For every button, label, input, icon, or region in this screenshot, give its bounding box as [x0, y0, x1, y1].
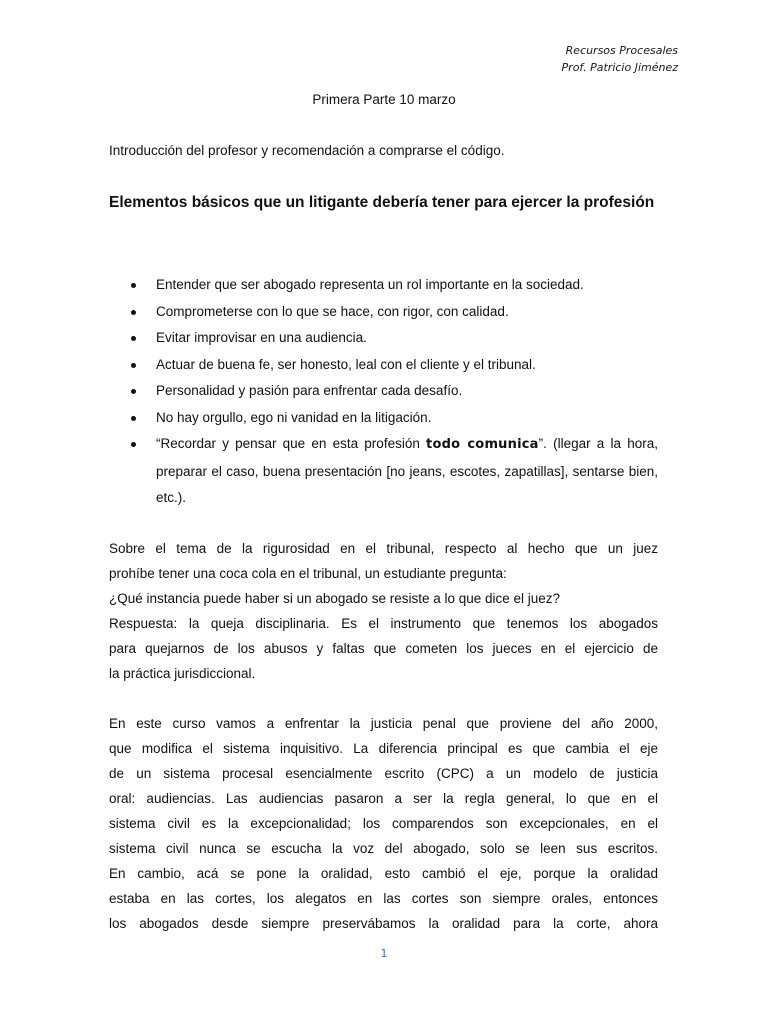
paragraph-line: los abogados desde siempre preservábamos la oralidad para la corte, ahora	[109, 916, 658, 931]
bullet-dot-icon	[131, 336, 136, 341]
list-item-text: Evitar improvisar en una audiencia.	[156, 330, 367, 345]
paragraph-line: Sobre el tema de la rigurosidad en el tribunal, respecto al hecho que un juez	[109, 541, 658, 556]
header-course: Recursos Procesales	[565, 44, 678, 57]
paragraph-line: Respuesta: la queja disciplinaria. Es el instrumento que tenemos los abogados	[109, 616, 658, 631]
bullet-dot-icon	[131, 363, 136, 368]
paragraph-line: sistema civil nunca se escucha la voz del abogado, solo se leen sus escritos.	[109, 841, 658, 856]
heading: Elementos básicos que un litigante debería tener para ejercer la profesión	[109, 194, 655, 211]
paragraph-line: prohíbe tener una coca cola en el tribunal, un estudiante pregunta:	[109, 566, 507, 581]
list-item-text: Actuar de buena fe, ser honesto, leal con el cliente y el tribunal.	[156, 356, 536, 372]
list-item	[109, 272, 658, 299]
bullet-dot-icon	[131, 310, 136, 315]
paragraph-line: En este curso vamos a enfrentar la justicia penal que proviene del año 2000,	[109, 716, 658, 731]
bullet-dot-icon	[131, 389, 136, 394]
list-item	[109, 405, 658, 432]
list-item	[109, 378, 658, 405]
paragraph-line: la práctica jurisdiccional.	[109, 666, 256, 681]
list-item	[109, 299, 658, 326]
paragraph-line: para quejarnos de los abusos y faltas que cometen los jueces en el ejercicio de	[109, 641, 658, 656]
list-item-text: Comprometerse con lo que se hace, con rigor, con calidad.	[156, 303, 509, 319]
bullet-list	[109, 272, 658, 512]
list-item-text: No hay orgullo, ego ni vanidad en la litigación.	[156, 409, 432, 425]
list-item-emphasis: todo comunica	[426, 437, 539, 452]
page-number: 1	[380, 947, 388, 960]
list-item-todo-comunica	[109, 431, 658, 512]
paragraph-queja-disciplinaria	[109, 536, 658, 686]
list-item-text-after: ”. (llegar a la hora, preparar el caso, buena presentación [no jeans, escotes, zapatillas], sentarse bien, etc.).	[156, 436, 658, 505]
paragraph-line: ¿Qué instancia puede haber si un abogado se resiste a lo que dice el juez?	[109, 591, 561, 606]
bullet-dot-icon	[131, 283, 136, 288]
intro-text: Introducción del profesor y recomendación a comprarse el código.	[109, 143, 505, 158]
paragraph-line: oral: audiencias. Las audiencias pasaron a ser la regla general, lo que en el	[109, 791, 658, 806]
header-professor: Prof. Patricio Jiménez	[561, 61, 678, 74]
list-item	[109, 352, 658, 379]
list-item-text: Entender que ser abogado representa un rol importante en la sociedad.	[156, 277, 584, 292]
paragraph-justicia-penal	[109, 711, 658, 936]
list-item-text: Personalidad y pasión para enfrentar cada desafío.	[156, 383, 463, 398]
paragraph-line: estaba en las cortes, los alegatos en las cortes son siempre orales, entonces	[109, 891, 658, 906]
bullet-dot-icon	[131, 416, 136, 421]
bullet-dot-icon	[131, 442, 136, 447]
page-header	[562, 42, 678, 76]
paragraph-line: En cambio, acá se pone la oralidad, esto cambió el eje, porque la oralidad	[109, 866, 658, 881]
list-item-text-before: “Recordar y pensar que en esta profesión	[156, 436, 427, 451]
paragraph-line: de un sistema procesal esencialmente escrito (CPC) a un modelo de justicia	[109, 766, 658, 781]
paragraph-line: que modifica el sistema inquisitivo. La diferencia principal es que cambia el eje	[109, 741, 658, 756]
paragraph-line: sistema civil es la excepcionalidad; los comparendos son excepcionales, en el	[109, 816, 658, 831]
list-item	[109, 325, 658, 352]
section-title: Primera Parte 10 marzo	[312, 92, 456, 107]
